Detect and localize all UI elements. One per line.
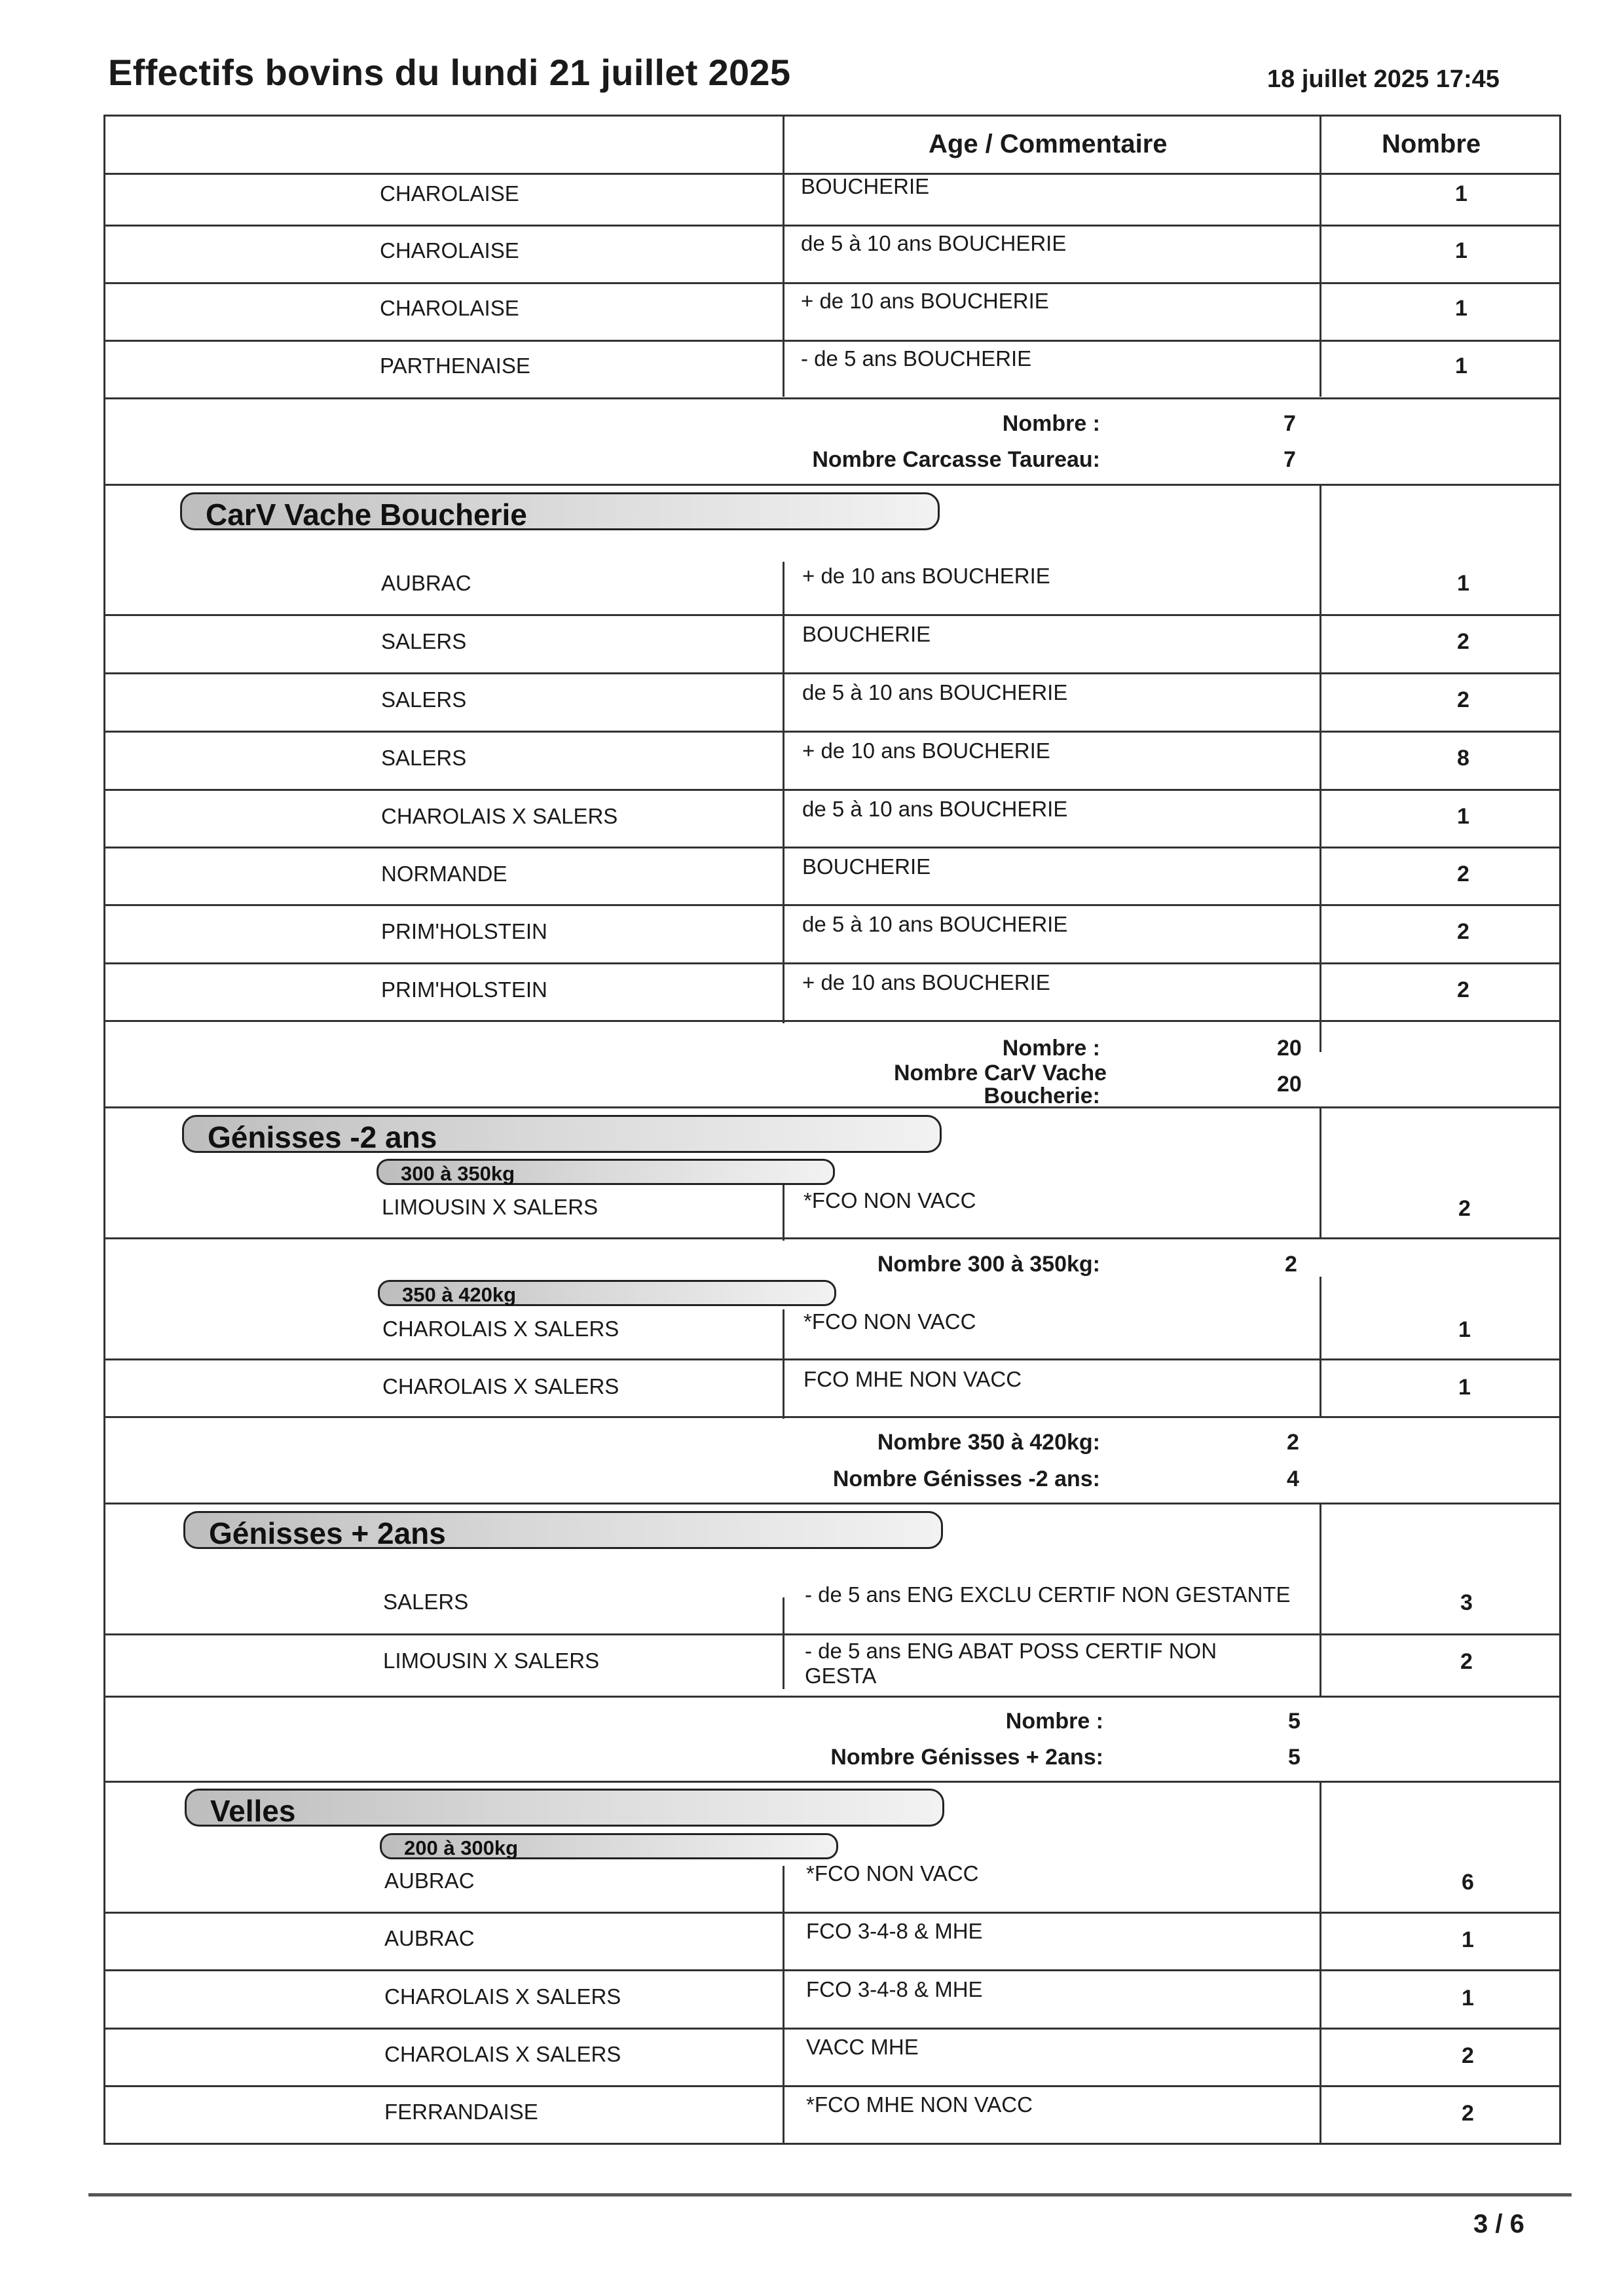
row-divider [103,484,1561,486]
row-divider [103,2028,1561,2030]
comment-cell: *FCO MHE NON VACC [806,2092,1033,2117]
summary-value: 2 [1285,1252,1297,1277]
section-header-carv-vache-boucherie [180,492,940,530]
comment-cell: BOUCHERIE [801,174,930,198]
section-title: Génisses -2 ans [208,1120,437,1154]
count-cell: 1 [1458,1375,1471,1400]
comment-cell: + de 10 ans BOUCHERIE [802,738,1050,763]
column-separator [783,562,784,1023]
comment-cell: + de 10 ans BOUCHERIE [802,564,1050,588]
section-header-velles [185,1789,944,1827]
summary-total-label: Nombre Génisses -2 ans: [832,1467,1100,1491]
row-divider [103,1416,1561,1418]
row-divider [103,1237,1561,1239]
summary-label: Nombre : [1005,1709,1103,1734]
count-cell: 2 [1457,629,1469,654]
column-separator [783,115,784,397]
summary-total-label: Nombre Génisses + 2ans: [830,1745,1103,1770]
race-cell: PRIM'HOLSTEIN [381,977,547,1002]
column-separator [1320,1781,1321,2144]
page-title: Effectifs bovins du lundi 21 juillet 2025 [108,52,791,93]
race-cell: CHAROLAIS X SALERS [381,804,618,828]
section-header-genisses-moins-2-ans [182,1115,942,1153]
count-cell: 2 [1457,862,1469,886]
comment-cell: *FCO NON VACC [803,1188,976,1212]
comment-cell: + de 10 ans BOUCHERIE [802,970,1050,994]
count-cell: 1 [1455,181,1467,206]
row-divider [103,340,1561,342]
summary-total-label-cont: Boucherie: [984,1084,1100,1108]
count-cell: 2 [1458,1196,1471,1221]
table-border-right [1559,115,1561,2144]
row-divider [103,115,1561,117]
count-cell: 2 [1457,687,1469,712]
race-cell: SALERS [381,687,467,712]
row-divider [103,397,1561,399]
comment-cell: de 5 à 10 ans BOUCHERIE [802,680,1068,704]
race-cell: LIMOUSIN X SALERS [383,1649,600,1673]
summary-total-value: 7 [1283,447,1296,472]
count-cell: 2 [1462,2101,1474,2126]
count-cell: 1 [1457,571,1469,596]
subsection-header-350-420kg [378,1280,836,1306]
row-divider [103,1633,1561,1635]
summary-label: Nombre 300 à 350kg: [877,1252,1100,1277]
summary-value: 20 [1277,1036,1302,1061]
summary-label: Nombre : [1002,411,1100,436]
race-cell: CHAROLAIS X SALERS [384,2042,621,2066]
row-divider [103,1020,1561,1022]
count-cell: 1 [1455,296,1467,321]
column-separator [1320,1503,1321,1696]
footer-rule [88,2193,1572,2196]
row-divider [103,2085,1561,2087]
summary-total-label: Nombre Carcasse Taureau: [812,447,1100,472]
summary-total-value: 20 [1277,1072,1302,1097]
column-header-count: Nombre [1382,130,1481,158]
race-cell: SALERS [383,1590,469,1614]
comment-cell: de 5 à 10 ans BOUCHERIE [802,912,1068,936]
count-cell: 3 [1460,1590,1473,1615]
summary-total-label: Nombre CarV Vache [893,1061,1107,1085]
row-divider [103,1912,1561,1914]
comment-cell: *FCO NON VACC [803,1309,976,1334]
summary-value: 7 [1283,411,1296,436]
race-cell: AUBRAC [384,1868,475,1893]
summary-label: Nombre 350 à 420kg: [877,1430,1100,1455]
row-divider [103,282,1561,284]
race-cell: CHAROLAIS X SALERS [384,1984,621,2009]
race-cell: CHAROLAISE [380,238,519,263]
page-number: 3 / 6 [1473,2210,1524,2238]
print-date: 18 juillet 2025 17:45 [1267,65,1500,93]
comment-cell: de 5 à 10 ans BOUCHERIE [802,797,1068,821]
race-cell: SALERS [381,746,467,770]
column-separator [783,1309,784,1419]
comment-cell: FCO MHE NON VACC [803,1367,1022,1391]
count-cell: 2 [1457,919,1469,944]
row-divider [103,225,1561,227]
count-cell: 8 [1457,746,1469,771]
count-cell: 6 [1462,1870,1474,1895]
count-cell: 1 [1455,238,1467,263]
comment-cell-cont: GESTA [805,1664,877,1688]
summary-label: Nombre : [1002,1036,1100,1061]
race-cell: AUBRAC [384,1926,475,1950]
subsection-title: 300 à 350kg [401,1162,515,1185]
section-title: Génisses + 2ans [209,1516,446,1550]
comment-cell: BOUCHERIE [802,622,931,646]
race-cell: CHAROLAISE [380,296,519,320]
row-divider [103,2143,1561,2145]
row-divider [103,1358,1561,1360]
race-cell: CHAROLAIS X SALERS [382,1317,619,1341]
section-title: Velles [210,1794,296,1828]
summary-value: 2 [1287,1430,1299,1455]
count-cell: 1 [1455,354,1467,378]
row-divider [103,904,1561,906]
comment-cell: - de 5 ans ENG ABAT POSS CERTIF NON [805,1639,1217,1663]
race-cell: CHAROLAIS X SALERS [382,1374,619,1398]
summary-value: 5 [1288,1709,1301,1734]
column-separator [783,1178,784,1241]
subsection-title: 350 à 420kg [402,1283,517,1306]
comment-cell: de 5 à 10 ans BOUCHERIE [801,231,1067,255]
race-cell: PRIM'HOLSTEIN [381,919,547,943]
count-cell: 1 [1458,1317,1471,1342]
subsection-title: 200 à 300kg [404,1836,519,1859]
row-divider [103,1969,1561,1971]
column-separator [783,1597,784,1689]
row-divider [103,1696,1561,1698]
race-cell: FERRANDAISE [384,2100,538,2124]
column-separator [1320,115,1321,397]
comment-cell: VACC MHE [806,2035,919,2059]
row-divider [103,789,1561,791]
row-divider [103,731,1561,733]
count-cell: 1 [1462,1986,1474,2011]
column-separator [783,1866,784,2144]
subsection-header-300-350kg [377,1159,835,1185]
race-cell: SALERS [381,629,467,653]
column-header-comment: Age / Commentaire [929,130,1168,158]
comment-cell: FCO 3-4-8 & MHE [806,1919,983,1943]
row-divider [103,1781,1561,1783]
row-divider [103,672,1561,674]
summary-total-value: 5 [1288,1745,1301,1770]
section-title: CarV Vache Boucherie [206,498,527,532]
race-cell: NORMANDE [381,862,507,886]
row-divider [103,1503,1561,1504]
count-cell: 2 [1460,1649,1473,1674]
section-header-genisses-plus-2-ans [183,1511,943,1549]
row-divider [103,614,1561,616]
count-cell: 1 [1457,804,1469,829]
column-separator [1320,484,1321,1052]
row-divider [103,1106,1561,1108]
count-cell: 2 [1462,2043,1474,2068]
column-separator [1320,1106,1321,1237]
row-divider [103,847,1561,848]
count-cell: 2 [1457,977,1469,1002]
comment-cell: *FCO NON VACC [806,1861,979,1886]
table-border-left [103,115,105,2144]
summary-total-value: 4 [1287,1467,1299,1491]
comment-cell: FCO 3-4-8 & MHE [806,1977,983,2001]
comment-cell: + de 10 ans BOUCHERIE [801,289,1049,313]
race-cell: PARTHENAISE [380,354,530,378]
subsection-header-200-300kg [380,1833,838,1859]
comment-cell: - de 5 ans BOUCHERIE [801,346,1032,371]
count-cell: 1 [1462,1927,1474,1952]
comment-cell: - de 5 ans ENG EXCLU CERTIF NON GESTANTE [805,1582,1291,1607]
comment-cell: BOUCHERIE [802,854,931,879]
race-cell: AUBRAC [381,571,471,595]
column-separator [1320,1277,1321,1416]
row-divider [103,962,1561,964]
race-cell: CHAROLAISE [380,181,519,206]
race-cell: LIMOUSIN X SALERS [382,1195,599,1219]
